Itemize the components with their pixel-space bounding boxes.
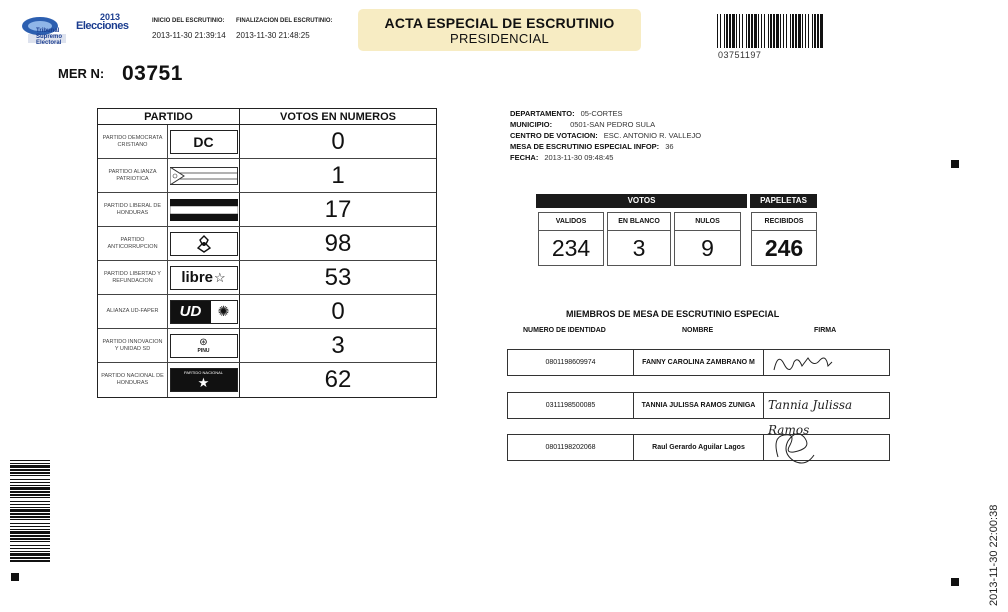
party-votes: 62: [324, 366, 352, 393]
party-votes: 53: [324, 264, 352, 291]
mer-number: 03751: [122, 62, 183, 85]
elecciones-year: 2013: [100, 12, 121, 22]
registration-marker: [951, 578, 959, 586]
recibidos-label: RECIBIDOS: [752, 213, 816, 231]
party-votes: 98: [324, 230, 352, 257]
member-row: [507, 434, 890, 461]
tse-logo-text: Tribunal Supremo Electoral: [36, 28, 63, 46]
nulos-value: 9: [701, 235, 714, 261]
validos-label: VALIDOS: [539, 213, 603, 231]
liberal-flag-logo: [170, 198, 238, 222]
pac-logo: [170, 232, 238, 256]
ud-logo: UD ✺: [170, 300, 238, 324]
table-row: [98, 193, 436, 227]
fecha-value: 2013-11-30 09:48:45: [544, 153, 614, 162]
member-row: [507, 349, 890, 376]
party-name: ALIANZA UD-FAPER: [98, 295, 168, 328]
centro-label: CENTRO DE VOTACION:: [510, 131, 598, 140]
member-signature: Tannia Julissa Ramos: [768, 398, 853, 437]
elecciones-label: Elecciones: [76, 20, 129, 32]
registration-marker: [11, 573, 19, 581]
departamento-label: DEPARTAMENTO:: [510, 109, 575, 118]
title-line-2: PRESIDENCIAL: [450, 31, 549, 46]
table-row: [98, 261, 436, 295]
mer-label: MER N:: [58, 66, 105, 81]
party-name: PARTIDO ALIANZA PATRIOTICA: [98, 159, 168, 192]
party-votes: 3: [331, 332, 345, 359]
barcode-top: [717, 14, 823, 48]
party-votes-table: [97, 108, 437, 398]
libre-logo: libre ☆: [170, 266, 238, 290]
inicio-value: 2013-11-30 21:39:14: [152, 31, 226, 40]
col-nombre: NOMBRE: [682, 327, 714, 334]
blanco-label: EN BLANCO: [608, 213, 670, 231]
member-name: TANNIA JULISSA RAMOS ZUNIGA: [634, 393, 764, 418]
table-row: [98, 227, 436, 261]
party-votes: 0: [331, 128, 345, 155]
departamento-value: 05-CORTES: [580, 109, 623, 118]
col-firma: FIRMA: [814, 327, 837, 334]
party-votes: 1: [331, 162, 345, 189]
member-name: Raul Gerardo Aguilar Lagos: [634, 435, 764, 460]
party-name: PARTIDO INNOVACION Y UNIDAD SD: [98, 329, 168, 362]
table-row: [98, 295, 436, 329]
recibidos-box: [751, 212, 817, 266]
inicio-label: INICIO DEL ESCRUTINIO:: [152, 18, 225, 24]
party-name: PARTIDO LIBERTAD Y REFUNDACION: [98, 261, 168, 294]
member-id: 0311198500085: [508, 393, 634, 418]
col-partido: PARTIDO: [98, 109, 240, 124]
party-table-header: [98, 109, 436, 125]
pinu-logo: ⊛ PINU: [170, 334, 238, 358]
municipio-label: MUNICIPIO:: [510, 120, 553, 129]
member-id: 0801198609974: [508, 350, 634, 375]
votos-header: VOTOS: [536, 194, 747, 208]
member-signature: [764, 435, 889, 460]
nacional-logo: PARTIDO NACIONAL ★: [170, 368, 238, 392]
col-votos: VOTOS EN NUMEROS: [280, 111, 396, 123]
final-value: 2013-11-30 21:48:25: [236, 31, 310, 40]
party-name: PARTIDO NACIONAL DE HONDURAS: [98, 363, 168, 397]
member-row: [507, 392, 890, 437]
table-row: [98, 363, 436, 397]
member-id: 0801198202068: [508, 435, 634, 460]
party-name: PARTIDO ANTICORRUPCION: [98, 227, 168, 260]
final-label: FINALIZACION DEL ESCRUTINIO:: [236, 18, 333, 24]
dc-logo: DC: [170, 130, 238, 154]
party-name: PARTIDO DEMOCRATA CRISTIANO: [98, 125, 168, 158]
nulos-label: NULOS: [675, 213, 740, 231]
ap-flag-logo: [170, 164, 238, 188]
scan-timestamp: [983, 490, 1003, 608]
barcode-left: [10, 460, 50, 565]
registration-marker: [951, 160, 959, 168]
blanco-value: 3: [632, 235, 646, 261]
papeletas-header: PAPELETAS: [750, 194, 817, 208]
party-votes: 17: [324, 196, 352, 223]
svg-text:2013-11-30 22:00:38: 2013-11-30 22:00:38: [988, 504, 1000, 606]
municipio-value: 0501-SAN PEDRO SULA: [570, 120, 656, 129]
validos-box: [538, 212, 604, 266]
party-votes: 0: [331, 298, 345, 325]
mesa-label: MESA DE ESCRUTINIO ESPECIAL INFOP:: [510, 142, 660, 151]
centro-value: ESC. ANTONIO R. VALLEJO: [603, 131, 702, 140]
blanco-box: [607, 212, 671, 266]
member-name: FANNY CAROLINA ZAMBRANO M: [634, 350, 764, 375]
recibidos-value: 246: [764, 235, 804, 261]
col-identidad: NUMERO DE IDENTIDAD: [523, 327, 606, 334]
table-row: [98, 159, 436, 193]
members-title: MIEMBROS DE MESA DE ESCRUTINIO ESPECIAL: [566, 309, 780, 319]
member-signature: [764, 350, 889, 375]
location-info: [510, 108, 701, 163]
nulos-box: [674, 212, 741, 266]
barcode-number: 03751197: [718, 50, 762, 60]
mesa-value: 36: [665, 142, 674, 151]
fecha-label: FECHA:: [510, 153, 539, 162]
party-name: PARTIDO LIBERAL DE HONDURAS: [98, 193, 168, 226]
document-title: [358, 9, 641, 51]
table-row: [98, 125, 436, 159]
validos-value: 234: [551, 235, 591, 261]
title-line-1: ACTA ESPECIAL DE ESCRUTINIO: [384, 15, 615, 31]
table-row: [98, 329, 436, 363]
